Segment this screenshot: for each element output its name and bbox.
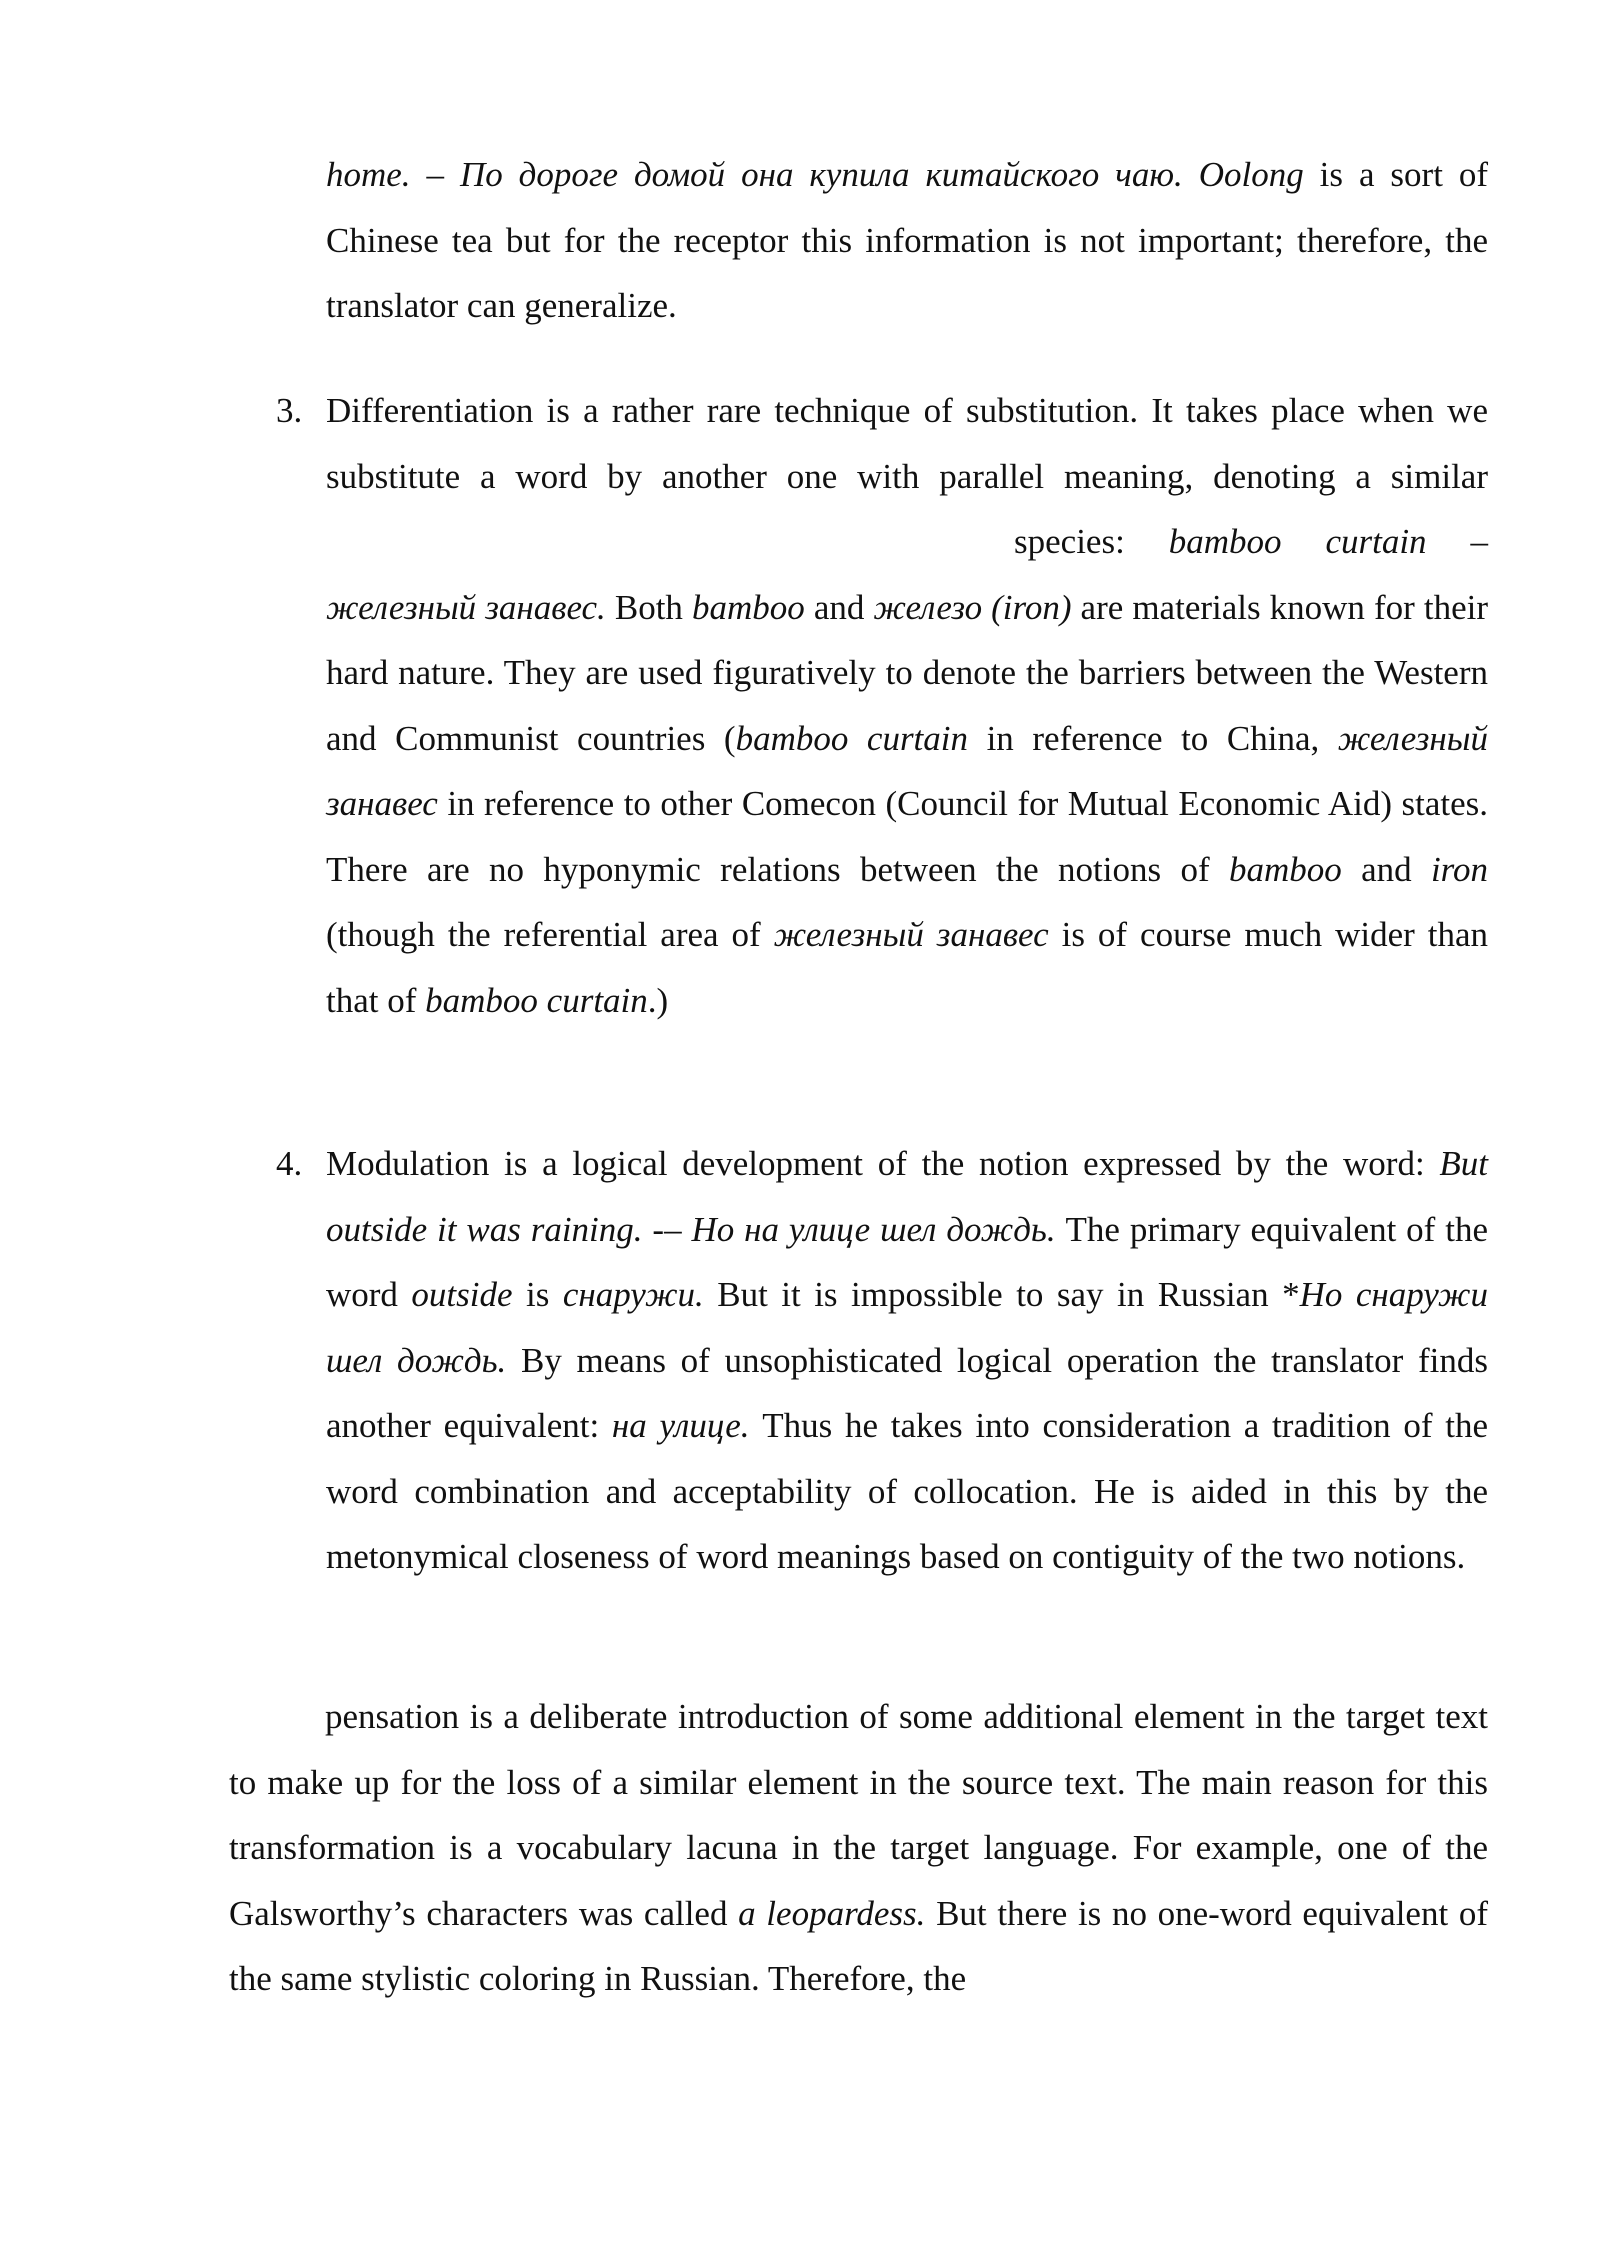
- text-span: Modulation is a logical development of the notion expressed by the word:: [326, 1144, 1440, 1183]
- text-span: [1183, 155, 1199, 194]
- text-span: in reference to other Comecon (Council for Mutual Economic Aid) states. There are no hyponymic relations between the notions of: [326, 784, 1488, 889]
- paragraph-compensation: [229, 1684, 1488, 2012]
- text-italic: home.: [326, 155, 411, 194]
- text-span: species:: [1014, 522, 1169, 561]
- text-span: is a sort of Chinese tea but for the receptor this information is not important; therefore, the translator can generalize.: [326, 155, 1489, 325]
- text-italic: железный занавес: [773, 915, 1049, 954]
- text-italic: железо (iron): [873, 587, 1072, 627]
- text-span: By means of unsophisticated logical operation the translator finds another equivalent:: [326, 1340, 1488, 1445]
- text-span: But it is impossible to say in Russian *: [703, 1275, 1300, 1314]
- list-item-modulation: [276, 1131, 1489, 1590]
- text-span: are materials known for their hard nature. They are used figuratively to denote the barriers between the Western and Communist countries (: [326, 587, 1488, 758]
- text-span: –: [410, 155, 460, 194]
- text-span: in reference to China,: [968, 718, 1338, 758]
- text-span: is of course much wider than that of: [326, 915, 1488, 1020]
- text-span: is: [512, 1275, 563, 1314]
- text-span: pensation is a deliberate introduction of some additional element in the target text to make up for the loss of a similar element in the source text. The main reason for this transformation is a vocabulary lacuna in the target language. For example, one of the Galsworthy’s characters was called: [229, 1697, 1488, 1933]
- text-span: But there is no one-word equivalent of the same stylistic coloring in Russian. Therefore, the: [229, 1893, 1489, 1998]
- paragraph-continuation: [326, 142, 1488, 339]
- text-italic: на улице.: [611, 1406, 750, 1445]
- text-italic: iron: [1430, 849, 1488, 889]
- text-span: The primary equivalent of the word: [326, 1209, 1488, 1314]
- text-italic: bamboo: [1228, 849, 1342, 889]
- list-item-differentiation: [276, 378, 1488, 1033]
- text-italic: – железный занавес.: [326, 522, 1488, 627]
- text-span: and: [1341, 849, 1431, 889]
- list-number: 4.: [276, 1144, 303, 1183]
- text-italic: But outside it was raining. -– Но на улице шел дождь.: [326, 1144, 1488, 1249]
- text-span: Thus he takes into consideration a tradition of the word combination and acceptability of collocation. He is aided in this by the metonymical closeness of word meanings based on contiguity of the two notions.: [326, 1406, 1489, 1576]
- text-italic: По дороге домой она купила китайского чаю.: [459, 155, 1183, 194]
- text-italic: bamboo: [692, 587, 805, 627]
- text-italic: железный занавес: [326, 718, 1488, 823]
- text-italic: outside: [411, 1275, 513, 1314]
- text-span: Differentiation is a rather rare technique of substitution. It takes place when we substitute a word by another one with parallel meaning, denoting a similar: [326, 391, 1488, 496]
- list-number: 3.: [276, 391, 303, 430]
- text-italic: a leopardess.: [738, 1893, 926, 1933]
- text-span: .): [647, 980, 669, 1020]
- text-italic: снаружи.: [562, 1275, 704, 1314]
- text-italic: bamboo curtain: [735, 718, 969, 758]
- text-span: Both: [605, 587, 692, 627]
- text-italic: Но снаружи шел дождь.: [326, 1275, 1488, 1380]
- text-italic: bamboo curtain: [1168, 522, 1427, 561]
- text-span: (though the referential area of: [326, 915, 774, 954]
- text-italic: Oolong: [1198, 155, 1304, 194]
- text-span: and: [804, 587, 874, 627]
- text-italic: bamboo curtain: [425, 980, 648, 1020]
